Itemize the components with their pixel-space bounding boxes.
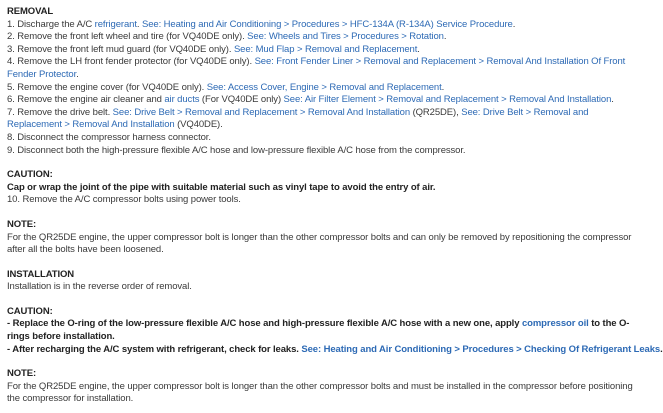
refrigerant-service-procedure-link[interactable]: See: Heating and Air Conditioning > Procedures > HFC-134A (R-134A) Service Procedure — [141, 18, 513, 30]
step-text: 6. Remove the engine air cleaner and — [7, 94, 165, 106]
step-10: 10. Remove the A/C compressor bolts using power tools. — [7, 194, 241, 206]
refrigerant-leaks-link[interactable]: See: Heating and Air Conditioning > Procedures > Checking Of Refrigerant Leaks — [301, 343, 661, 355]
step-2 — [7, 31, 644, 44]
mud-flap-link[interactable]: See: Mud Flap > Removal and Replacement — [233, 43, 418, 55]
caution-text: to the O-rings before installation. — [7, 318, 630, 343]
step-text: 9. Disconnect both the high-pressure flexible A/C hose and low-pressure flexible A/C hose from the compressor. — [7, 144, 466, 156]
caution-text: - Replace the O-ring of the low-pressure flexible A/C hose and high-pressure flexible A/C hose with a new one, apply — [7, 318, 522, 330]
compressor-oil-link[interactable]: compressor oil — [521, 318, 589, 330]
wheels-rotation-link[interactable]: See: Wheels and Tires > Procedures > Rotation — [247, 31, 444, 43]
step-text: (VQ40DE). — [174, 119, 223, 131]
step-text: 1. Discharge the A/C — [7, 18, 95, 30]
step-text: . — [441, 81, 445, 93]
step-7 — [7, 107, 644, 132]
step-1 — [7, 19, 644, 32]
caution-heading: CAUTION: — [7, 169, 53, 181]
step-text: . — [611, 94, 614, 106]
step-text: . — [512, 18, 516, 30]
air-filter-link[interactable]: See: Air Filter Element > Removal and Replacement > Removal And Installation — [283, 94, 612, 106]
drive-belt-vq40de-link[interactable]: See: Drive Belt > Removal and Replacement > Removal And Installation — [7, 106, 589, 131]
air-ducts-link[interactable]: air ducts — [164, 94, 200, 106]
refrigerant-link[interactable]: refrigerant — [94, 18, 137, 30]
access-cover-link[interactable]: See: Access Cover, Engine > Removal and Replacement — [206, 81, 442, 93]
step-4 — [7, 56, 644, 81]
note-text: For the QR25DE engine, the upper compressor bolt is longer than the other compressor bolts and must be installed in the compressor before positioning the compressor for installation. — [7, 380, 633, 405]
step-text: (QR25DE), — [410, 106, 462, 118]
note-heading: NOTE: — [7, 368, 37, 380]
step-6 — [7, 94, 644, 107]
step-text: (For VQ40DE only) — [199, 94, 284, 106]
step-5 — [7, 82, 644, 95]
caution-item-oring — [7, 318, 644, 343]
step-8 — [7, 132, 644, 145]
step-text: 3. Remove the front left mud guard (for VQ40DE only). — [7, 43, 234, 55]
note-text: For the QR25DE engine, the upper compressor bolt is longer than the other compressor bolts and can only be removed by repositioning the compressor after all the bolts have been loosened. — [7, 231, 632, 256]
drive-belt-qr25de-link[interactable]: See: Drive Belt > Removal and Replacement > Removal And Installation — [112, 106, 411, 118]
removal-heading: REMOVAL — [7, 6, 54, 17]
step-9 — [7, 145, 644, 158]
caution-text: Cap or wrap the joint of the pipe with suitable material such as vinyl tape to avoid the entry of air. — [7, 181, 436, 193]
installation-text: Installation is in the reverse order of removal. — [7, 281, 192, 293]
step-text: . — [443, 31, 447, 43]
step-text: 7. Remove the drive belt. — [7, 106, 113, 118]
step-text: 4. Remove the LH front fender protector (for VQ40DE only). — [7, 56, 255, 68]
fender-liner-link[interactable]: See: Front Fender Liner > Removal and Replacement > Removal And Installation Of Front Fender Protector — [7, 56, 626, 80]
step-text: . — [136, 18, 142, 30]
step-3 — [7, 44, 644, 57]
note-heading: NOTE: — [7, 218, 37, 230]
caution-item-leaks — [7, 343, 663, 357]
step-text: 8. Disconnect the compressor harness connector. — [7, 131, 211, 143]
caution-text: . — [660, 343, 663, 355]
installation-heading: INSTALLATION — [7, 268, 75, 280]
step-text: . — [417, 43, 420, 55]
step-text: . — [76, 68, 79, 80]
step-text: 2. Remove the front left wheel and tire (for VQ40DE only). — [7, 31, 248, 43]
caution-text: - After recharging the A/C system with refrigerant, check for leaks. — [7, 343, 302, 355]
caution-heading: CAUTION: — [7, 305, 53, 317]
step-text: 5. Remove the engine cover (for VQ40DE only). — [7, 81, 207, 93]
